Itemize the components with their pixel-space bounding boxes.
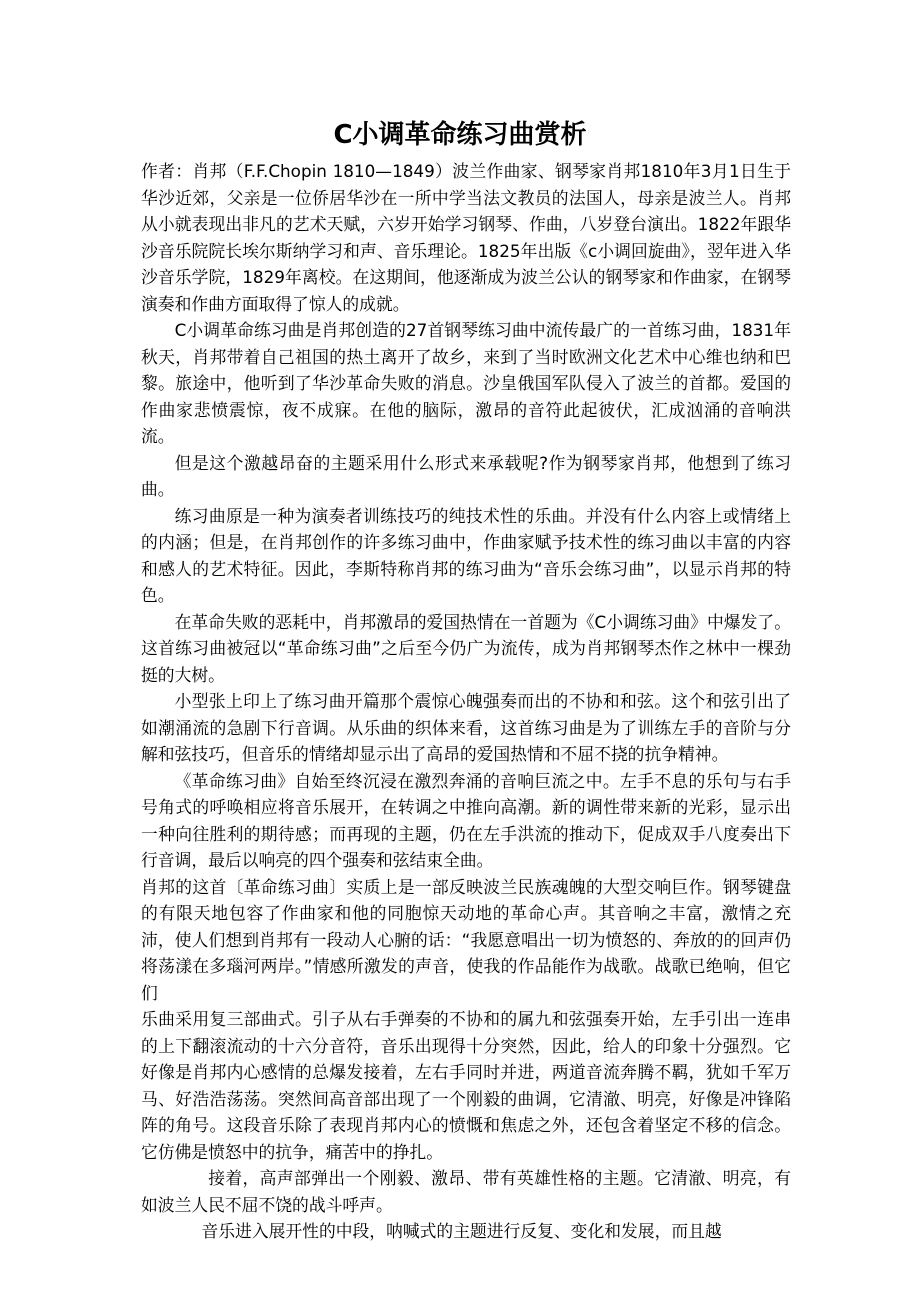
paragraph-symphonic-work: 肖邦的这首〔革命练习曲〕实质上是一部反映波兰民族魂魄的大型交响巨作。钢琴键盘的有限天地包容了作曲家和他的同胞惊天动地的革命心声。其音响之丰富，激情之充沛，使人们想到肖邦有一段动人心腑的话：“我愿意唱出一切为愤怒的、奔放的的回声仍将荡漾在多瑙河两岸。”情感所激发的声音，使我的作品能作为战歌。战歌已绝响，但它们 [141,876,791,1003]
paragraph-form-question: 但是这个激越昂奋的主题采用什么形式来承载呢?作为钢琴家肖邦，他想到了练习曲。 [141,452,791,499]
paragraph-origin: C小调革命练习曲是肖邦创造的27首钢琴练习曲中流传最广的一首练习曲，1831年秋天，肖邦带着自己祖国的热土离开了故乡，来到了当时欧洲文化艺术中心维也纳和巴黎。旅途中，他听到了华沙革命失败的消息。沙皇俄国军队侵入了波兰的首都。爱国的作曲家悲愤震惊，夜不成寐。在他的脑际，激昂的音符此起彼伏，汇成汹涌的音响洪流。 [141,320,791,446]
page-title: C小调革命练习曲赏析 [333,120,587,150]
paragraph-stamp-chord: 小型张上印上了练习曲开篇那个震惊心魄强奏而出的不协和和弦。这个和弦引出了如潮涌流的急剧下行音调。从乐曲的织体来看，这首练习曲是为了训练左手的音阶与分解和弦技巧，但音乐的情绪却显示出了高昂的爱国热情和不屈不挠的抗争精神。 [141,691,791,764]
article-body [141,158,791,1245]
paragraph-etude-definition: 练习曲原是一种为演奏者训练技巧的纯技术性的乐曲。并没有什么内容上或情绪上的内涵；但是，在肖邦创作的许多练习曲中，作曲家赋予技术性的练习曲以丰富的内容和感人的艺术特征。因此，李斯特称肖邦的练习曲为“音乐会练习曲”，以显示肖邦的特色。 [141,505,791,605]
paragraph-heroic-theme: 接着，高声部弹出一个刚毅、激昂、带有英雄性格的主题。它清澈、明亮，有如波兰人民不屈不饶的战斗呼声。 [141,1168,791,1215]
paragraph-revolution-etude: 在革命失败的恶耗中，肖邦激昂的爱国热情在一首题为《C小调练习曲》中爆发了。这首练习曲被冠以“革命练习曲”之后至今仍广为流传，成为肖邦钢琴杰作之林中一棵劲挺的大树。 [141,611,791,685]
paragraph-ternary-form: 乐曲采用复三部曲式。引子从右手弹奏的不协和的属九和弦强奏开始，左手引出一连串的上下翻滚流动的十六分音符，音乐出现得十分突然，因此，给人的印象十分强烈。它好像是肖邦内心感情的总爆发接着，左右手同时并进，两道音流奔腾不羁，犹如千军万马、好浩浩荡荡。突然间高音部出现了一个刚毅的曲调，它清澈、明亮，好像是冲锋陷阵的角号。这段音乐除了表现肖邦内心的愤慨和焦虑之外，还包含着坚定不移的信念。它仿佛是愤怒中的抗争，痛苦中的挣扎。 [141,1009,791,1162]
paragraph-author-bio: 作者：肖邦（F.F.Chopin 1810—1849）波兰作曲家、钢琴家肖邦1810年3月1日生于华沙近郊，父亲是一位侨居华沙在一所中学当法文教员的法国人，母亲是波兰人。肖邦从小就表现出非凡的艺术天赋，六岁开始学习钢琴、作曲，八岁登台演出。1822年跟华沙音乐院院长埃尔斯纳学习和声、音乐理论。1825年出版《c小调回旋曲》，翌年进入华沙音乐学院，1829年离校。在这期间，他逐渐成为波兰公认的钢琴家和作曲家，在钢琴演奏和作曲方面取得了惊人的成就。 [141,161,791,314]
paragraph-musical-flow: 《革命练习曲》自始至终沉浸在激烈奔涌的音响巨流之中。左手不息的乐句与右手号角式的呼唤相应将音乐展开，在转调之中推向高潮。新的调性带来新的光彩，显示出一种向往胜利的期待感；而再现的主题，仍在左手洪流的推动下，促成双手八度奏出下行音调，最后以响亮的四个强奏和弦结束全曲。 [141,770,791,870]
paragraph-development-section: 音乐进入展开性的中段，呐喊式的主题进行反复、变化和发展，而且越 [201,1221,722,1241]
